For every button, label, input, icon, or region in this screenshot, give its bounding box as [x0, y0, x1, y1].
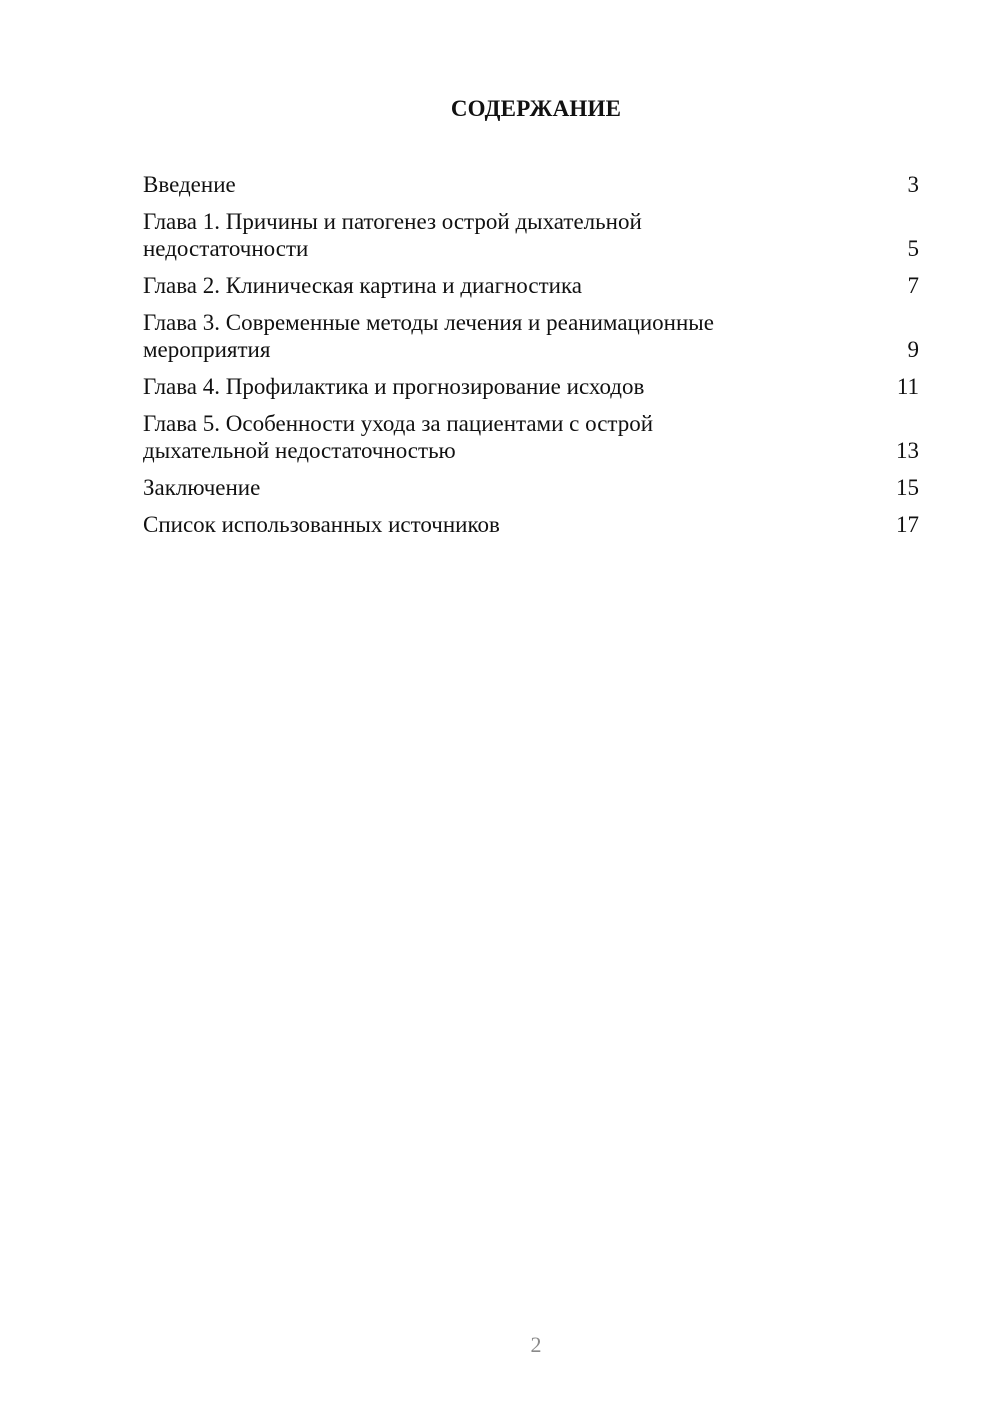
toc-entry-page: 7 [907, 273, 919, 298]
page-title: СОДЕРЖАНИЕ [450, 96, 622, 121]
toc-entry-page: 9 [907, 337, 919, 362]
toc-entry-page: 11 [896, 374, 919, 399]
toc-entry-label: Список использованных источников [143, 512, 500, 537]
toc-entry-page: 17 [896, 512, 919, 537]
toc-entry-chapter-1 [143, 208, 919, 262]
toc-entry-chapter-2 [143, 272, 919, 299]
toc-entry-page: 13 [896, 438, 919, 463]
table-of-contents [143, 171, 919, 548]
toc-entry-label: Введение [143, 172, 236, 197]
toc-entry-label: Глава 2. Клиническая картина и диагностика [143, 273, 582, 298]
toc-entry-label: Глава 1. Причины и патогенез острой дыхательной недостаточности [143, 209, 642, 261]
toc-entry-introduction [143, 171, 919, 198]
toc-entry-label: Глава 3. Современные методы лечения и реанимационные мероприятия [143, 310, 714, 362]
toc-entry-chapter-5 [143, 410, 919, 464]
toc-entry-references [143, 511, 919, 538]
toc-entry-page: 15 [896, 475, 919, 500]
toc-entry-page: 3 [907, 172, 919, 197]
toc-entry-conclusion [143, 474, 919, 501]
toc-entry-page: 5 [907, 236, 919, 261]
page-number: 2 [530, 1332, 542, 1357]
toc-entry-chapter-3 [143, 309, 919, 363]
toc-entry-label: Глава 4. Профилактика и прогнозирование исходов [143, 374, 645, 399]
toc-entry-chapter-4 [143, 373, 919, 400]
toc-entry-label: Глава 5. Особенности ухода за пациентами с острой дыхательной недостаточностью [143, 411, 654, 463]
toc-entry-label: Заключение [143, 475, 261, 500]
